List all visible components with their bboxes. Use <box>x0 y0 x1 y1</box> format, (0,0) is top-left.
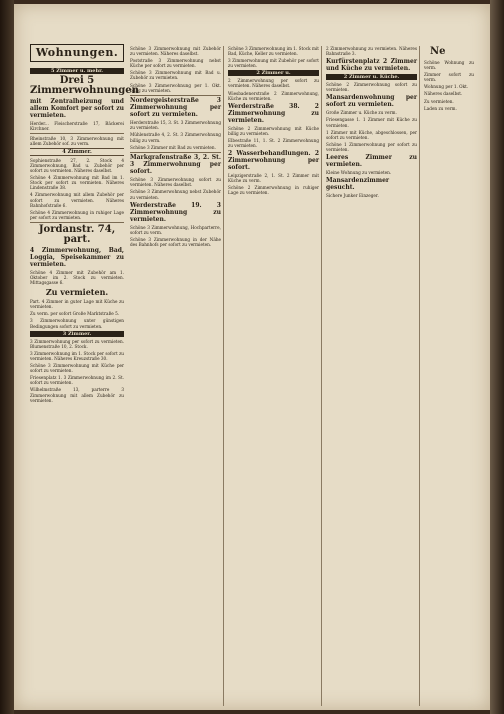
classified-ad: Schöne 4 Zimmerwohnung in ruhiger Lage per sofort zu vermieten. <box>30 209 124 220</box>
feature-ad-address: Herder... Fleischerstraße 17, Bäckerei Kirchner. <box>30 121 124 132</box>
column-2 <box>128 46 224 706</box>
feature-ad-sub: mit Zentralheizung und allem Komfort per sofort zu vermieten. <box>30 98 124 119</box>
classified-ad: Sophienstraße 27, 2. Stock 4 Zimmerwohnung, Bad u. Zubehör per sofort zu vermieten. Näheres daselbst. <box>30 157 124 174</box>
classified-ad: Rheinstraße 10, 3 Zimmerwohnung mit allem Zubehör sof. zu verm. <box>30 135 124 146</box>
classified-ad: Schöne 3 Zimmerwohnung, Hochparterre, sofort zu verm. <box>130 224 221 235</box>
classified-ad: Kurfürstenplatz 2 Zimmer und Küche zu vermieten. <box>326 58 417 73</box>
classified-ad: Wilhelmstraße 13, parterre 3 Zimmerwohnung mit allem Zubehör zu vermieten. <box>30 387 124 403</box>
book-binding-right <box>490 0 504 714</box>
classified-ad: Schöne 3 Zimmerwohnung in der Nähe des Bahnhofs per sofort zu vermieten. <box>130 236 221 247</box>
classified-ad: Schöne 2 Zimmerwohnung mit Küche billig zu vermieten. <box>228 125 319 136</box>
classified-ad: Schöne 3 Zimmerwohnung mit Bad u. Zubehör zu vermieten. <box>130 70 221 81</box>
column-5 <box>422 46 476 706</box>
classified-ad: Schöne 1 Zimmerwohnung per sofort zu vermieten. <box>326 141 417 152</box>
classified-ad: Schöne 2 Zimmerwohnung in ruhiger Lage zu vermieten. <box>228 185 319 196</box>
classified-ad: Friesengasse 1. 1 Zimmer mit Küche zu vermieten. <box>326 117 417 128</box>
section-heading: 4 Zimmer. <box>30 148 124 156</box>
classified-ad: Schöne 4 Zimmer mit Zubehör am 1. Oktober im 2. Stock zu vermieten. Mittagsgasse 6. <box>30 269 124 286</box>
classified-ad: Werderstraße 38. 2 Zimmerwohnung zu vermieten. <box>228 102 319 124</box>
section-heading: 2 Zimmer u. <box>228 70 319 76</box>
section-heading: 2 Zimmer u. Küche. <box>326 74 417 80</box>
classified-ad: 2 Zimmerwohnung per sofort zu vermieten. Näheres daselbst. <box>228 78 319 89</box>
classified-ad: Mansardenzimmer gesucht. <box>326 177 390 192</box>
classified-ad: 1 Zimmer mit Küche, abgeschlossen, per sofort zu vermieten. <box>326 129 417 140</box>
classified-ad: Part. 4 Zimmer in guter Lage mit Küche zu vermieten. <box>30 299 124 310</box>
classified-ad: 2 Zimmerwohnung zu vermieten. Näheres Bahnstraße 3. <box>326 46 417 57</box>
classified-ad: Schöne 4 Zimmerwohnung mit Bad im 1. Stock per sofort zu vermieten. Näheres Lindenstraße 38. <box>30 175 124 191</box>
classified-ad: Herderstraße 15, 3. St. 3 Zimmerwohnung zu vermieten. <box>130 120 221 131</box>
classified-ad: Elbestraße 11, 1. St. 2 Zimmerwohnung zu vermieten. <box>228 137 319 149</box>
classified-ad: Markgrafenstraße 3, 2. St. 3 Zimmerwohnung per sofort. <box>130 154 221 176</box>
section-heading: 5 Zimmer u. mehr. <box>30 68 124 74</box>
classified-ad: 3 Zimmerwohnung im 1. Stock per sofort zu vermieten. Näheres Kreuzstraße 30. <box>30 350 124 361</box>
classified-ad: Näheres daselbst. <box>424 91 463 97</box>
classified-ad: Große Zimmer u. Küche zu verm. <box>326 110 397 116</box>
feature-ad-title-2: Jordanstr. 74, part. <box>38 223 116 245</box>
classified-ad: 3 Zimmerwohnung mit Zubehör per sofort zu vermieten. <box>228 58 319 69</box>
classified-ad: Schöne 3 Zimmerwohnung mit Zubehör zu vermieten. Näheres daselbst. <box>130 46 221 57</box>
feature-ad-sub-2: 4 Zimmerwohnung, Bad, Loggia, Speisekammer zu vermieten. <box>30 246 124 268</box>
classified-ad: Schöne 3 Zimmerwohnung per 1. Okt. billig zu vermieten. <box>130 82 221 93</box>
classified-ad: Friesenplatz 1. 3 Zimmerwohnung im 2. St. sofort zu vermieten. <box>30 375 124 386</box>
classified-ad: Schöne 3 Zimmerwohnung nebst Zubehör zu vermieten. <box>130 189 221 200</box>
next-page-header: Ne <box>430 46 446 57</box>
classified-ad: 4 Zimmerwohnung mit allem Zubehör per sofort zu vermieten. Näheres Bahnhofstraße 6. <box>30 192 124 208</box>
book-binding-left <box>0 0 14 714</box>
classified-ad: 3 Zimmerwohnung unter günstigen Bedingungen sofort zu vermieten. <box>30 318 124 329</box>
classified-ad: Poststraße 3 Zimmerwohnung nebst Küche per sofort zu vermieten. <box>130 58 221 69</box>
classified-ad: Schöne Wohnung zu verm. <box>424 60 474 71</box>
section-heading: 3 Zimmer. <box>30 331 124 337</box>
classified-ad: 2 Wasserbehandlungen. 2 Zimmerwohnung per sofort. <box>228 150 319 172</box>
column-1 <box>30 66 139 706</box>
classified-ad: Zimmer sofort zu verm. <box>424 72 474 83</box>
classified-ad: Schöne 3 Zimmer mit Bad zu vermieten. <box>130 144 216 150</box>
column-4 <box>324 46 420 706</box>
classified-ad: Mühlenstraße 4, 2. St. 3 Zimmerwohnung billig zu verm. <box>130 132 221 143</box>
classified-ad: Schöne 3 Zimmerwohnung im 1. Stock mit Bad, Küche, Keller zu vermieten. <box>228 46 319 57</box>
column-3 <box>226 46 322 706</box>
classified-ad: Schöne 2 Zimmerwohnung sofort zu vermieten. <box>326 82 417 93</box>
classified-ad: 3 Zimmerwohnung per sofort zu vermieten. Blumenstraße 10, 2. Stock. <box>30 338 124 349</box>
classified-ad: Leipzigerstraße 2, 1. St. 2 Zimmer mit Küche zu verm. <box>228 173 319 184</box>
classified-ad: Nordergeisterstraße 3 Zimmerwohnung per sofort zu vermieten. <box>130 97 221 119</box>
classified-ad: Mansardenwohnung per sofort zu vermieten. <box>326 94 417 109</box>
classified-ad: Leeres Zimmer zu vermieten. <box>326 154 417 169</box>
classified-ad: Werderstraße 19. 3 Zimmerwohnung zu vermieten. <box>130 201 221 223</box>
section-masthead: Wohnungen. <box>30 44 124 62</box>
classified-ad: Kleine Wohnung zu vermieten. <box>326 170 392 176</box>
classified-ad: Zu vermieten. <box>424 98 454 104</box>
classified-ad: Wohnung per 1. Okt. <box>424 84 469 90</box>
classified-ad: Zu verm. per sofort Große Marktstraße 5. <box>30 311 120 317</box>
classified-ad: Laden zu verm. <box>424 105 457 111</box>
classified-ad: Schöne 3 Zimmerwohnung sofort zu vermieten. Näheres daselbst. <box>130 177 221 188</box>
classified-ad: Sichere Junker Einzeger. <box>326 193 379 199</box>
section-heading: Zu vermieten. <box>45 287 109 298</box>
feature-ad-title: Drei 5 Zimmerwohnungen <box>30 75 139 96</box>
classified-ad: Schöne 3 Zimmerwohnung mit Küche per sofort zu vermieten. <box>30 363 124 374</box>
classified-ad: Wiesbadenerstraße 2 Zimmerwohnung, Küche zu vermieten. <box>228 90 319 101</box>
